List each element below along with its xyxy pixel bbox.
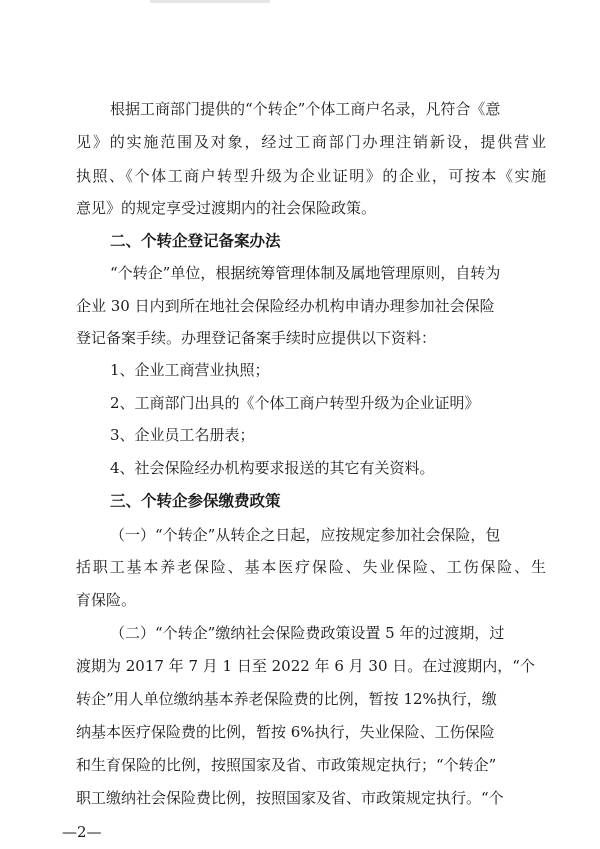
list-item: 2、工商部门出具的《个体工商户转型升级为企业证明》 bbox=[110, 394, 480, 412]
paragraph-line: 见》的实施范围及对象，经过工商部门办理注销新设，提供营业 bbox=[76, 133, 546, 151]
paragraph-line: 育保险。 bbox=[76, 591, 137, 609]
list-item: 4、社会保险经办机构要求报送的其它有关资料。 bbox=[110, 459, 435, 477]
paragraph-line: 括职工基本养老保险、基本医疗保险、失业保险、工伤保险、生 bbox=[76, 558, 546, 576]
section-heading: 二、个转企登记备案办法 bbox=[110, 232, 281, 250]
paragraph-line: （二）“个转企”缴纳社会保险费政策设置 5 年的过渡期，过 bbox=[110, 624, 505, 642]
section-heading: 三、个转企参保缴费政策 bbox=[110, 492, 281, 510]
paragraph-line: “个转企”单位，根据统筹管理体制及属地管理原则，自转为 bbox=[110, 264, 501, 282]
paragraph-line: 和生育保险的比例，按照国家及省、市政策规定执行；“个转企” bbox=[76, 756, 497, 774]
paragraph-line: 转企”用人单位缴纳基本养老保险费的比例，暂按 12%执行，缴 bbox=[76, 690, 497, 708]
paragraph-line: 企业 30 日内到所在地社会保险经办机构申请办理参加社会保险 bbox=[76, 297, 495, 315]
paragraph-line: 纳基本医疗保险费的比例，暂按 6%执行，失业保险、工伤保险 bbox=[76, 723, 495, 741]
paragraph-line: 执照、《个体工商户转型升级为企业证明》的企业，可按本《实施 bbox=[76, 167, 546, 185]
paragraph-line: 登记备案手续。办理登记备案手续时应提供以下资料： bbox=[76, 329, 437, 347]
paragraph-line: 职工缴纳社会保险费比例，按照国家及省、市政策规定执行。“个 bbox=[76, 789, 504, 807]
page-number: —2— bbox=[62, 823, 102, 841]
list-item: 1、企业工商营业执照； bbox=[110, 361, 270, 379]
list-item: 3、企业员工名册表； bbox=[110, 426, 255, 444]
paragraph-line: 渡期为 2017 年 7 月 1 日至 2022 年 6 月 30 日。在过渡期内，“个 bbox=[76, 657, 535, 675]
scan-artifact bbox=[150, 0, 270, 3]
paragraph-line: （一）“个转企”从转企之日起，应按规定参加社会保险，包 bbox=[110, 526, 501, 544]
paragraph-line: 根据工商部门提供的“个转企”个体工商户名录，凡符合《意 bbox=[110, 100, 501, 118]
paragraph-line: 意见》的规定享受过渡期内的社会保险政策。 bbox=[76, 199, 377, 217]
